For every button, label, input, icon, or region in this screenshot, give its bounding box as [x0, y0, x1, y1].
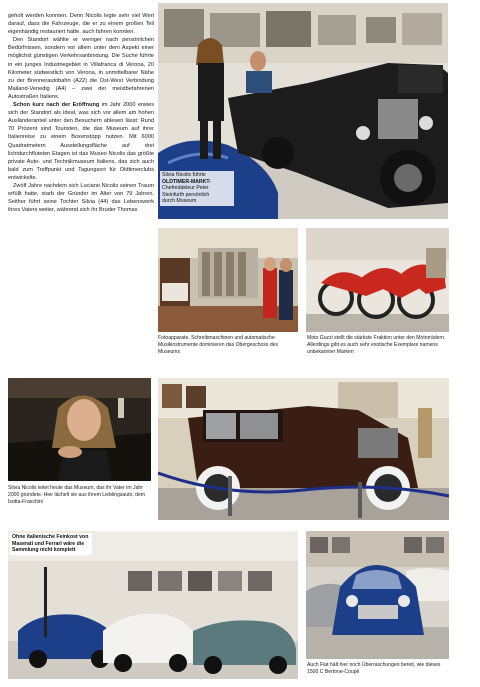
photo-fiat-bertone [306, 531, 449, 659]
photo-caption-fiat-bertone: Auch Fiat hält hier noch Überraschungen bereit, wie dieses 1500 C Bertone-Coupé [307, 662, 441, 675]
photo-caption-upper-floor: Fotoapparate, Schreibmaschinen und automatische Musikinstrumente dominieren das Obergeschoss des Museums [158, 335, 279, 355]
article-paragraph-1: geholt werden konnten. Denn Nicolis legte sehr viel Wert darauf, dass die Fahrzeuge, die er zu einem großen Teil eigenhändig restauriert hatte, auch fahren konnten. [8, 13, 154, 36]
photo-caption-top: Silvia Nicolis führte OLDTIMER-MARKT- Chefredakteur Peter Steinfurth persönlich durch Museum [160, 171, 234, 206]
article-paragraph-2: Den Standort wählte er weniger nach persönlichen Bedürfnissen, sondern vor allem unter dem Aspekt einer möglichst günstigen Verkehrsanbindung. Die Suche führte in ein junges Industriegebiet in Villafranca di Verona, 20 Kilometer südwestlich von Verona, in unmittelbarer Nähe zu der Brennerautobahn (A22) die Ost-West Verbindung Mailand-Venedig (A4) – zwei der meistbefahrenen Autostraßen Italiens. [8, 37, 154, 100]
photo-illustration [158, 228, 298, 332]
article-body [8, 12, 154, 214]
photo-nicolis-steinfurth [158, 3, 448, 219]
photo-caption-silvia-portrait: Silvia Nicolis leitet heute das Museum, das ihr Vater im Jahr 2000 gründete. Hier lächelt sie aus ihrem Lieblingsauto, dem Isotta-Fraschini [8, 485, 146, 505]
photo-maserati-ferrari [8, 531, 298, 679]
article-paragraph-3: Schon kurz nach der Eröffnung im Jahr 2000 erwies sich der Standort als ideal, was sich vor allem am hohen Ausländeranteil unter den Besuchern ablesen lässt: Rund 70 Prozent sind Touristen, die das Museum auf ihrer Italienreise zu einem Boxenstopp nutzen. Mit 6000 Quadratmetern Ausstellungsfläche auf drei lichtdurchfluteten Etagen ist das Museo Nicolis das größte private Auto- und Technikmuseum Italiens, das sich auch bald zum Treffpunkt und Tagungsort für Oldtimerclubs entwickelte. [8, 102, 154, 181]
paragraph-lead: Schon kurz nach der Eröffnung [13, 102, 100, 109]
photo-illustration [8, 378, 151, 481]
photo-illustration [306, 228, 449, 332]
photo-illustration [306, 531, 449, 659]
article-paragraph-4: Zwölf Jahre nachdem sich Luciano Nicolis seinen Traum erfüllt hatte, starb der Gründer im Alter von 79 Jahren. Seither führt seine Tochter Silvia (44) das Lebenswerk ihres Vaters weiter, während sich ihr Bruder Thomas [8, 182, 154, 214]
photo-isotta-fraschini [158, 378, 449, 520]
photo-upper-floor [158, 228, 298, 332]
photo-caption-moto-guzzi: Moto Guzzi stellt die stärkste Fraktion unter den Motorrädern. Allerdings gibt es auch sehr exotische Exemplare namens unbekannter Marken [307, 335, 446, 355]
photo-silvia-portrait [8, 378, 151, 481]
photo-moto-guzzi [306, 228, 449, 332]
photo-caption-maserati-ferrari: Ohne italienische Feinkost von Maserati und Ferrari wäre die Sammlung nicht komplett [10, 533, 92, 555]
photo-illustration [158, 378, 449, 520]
